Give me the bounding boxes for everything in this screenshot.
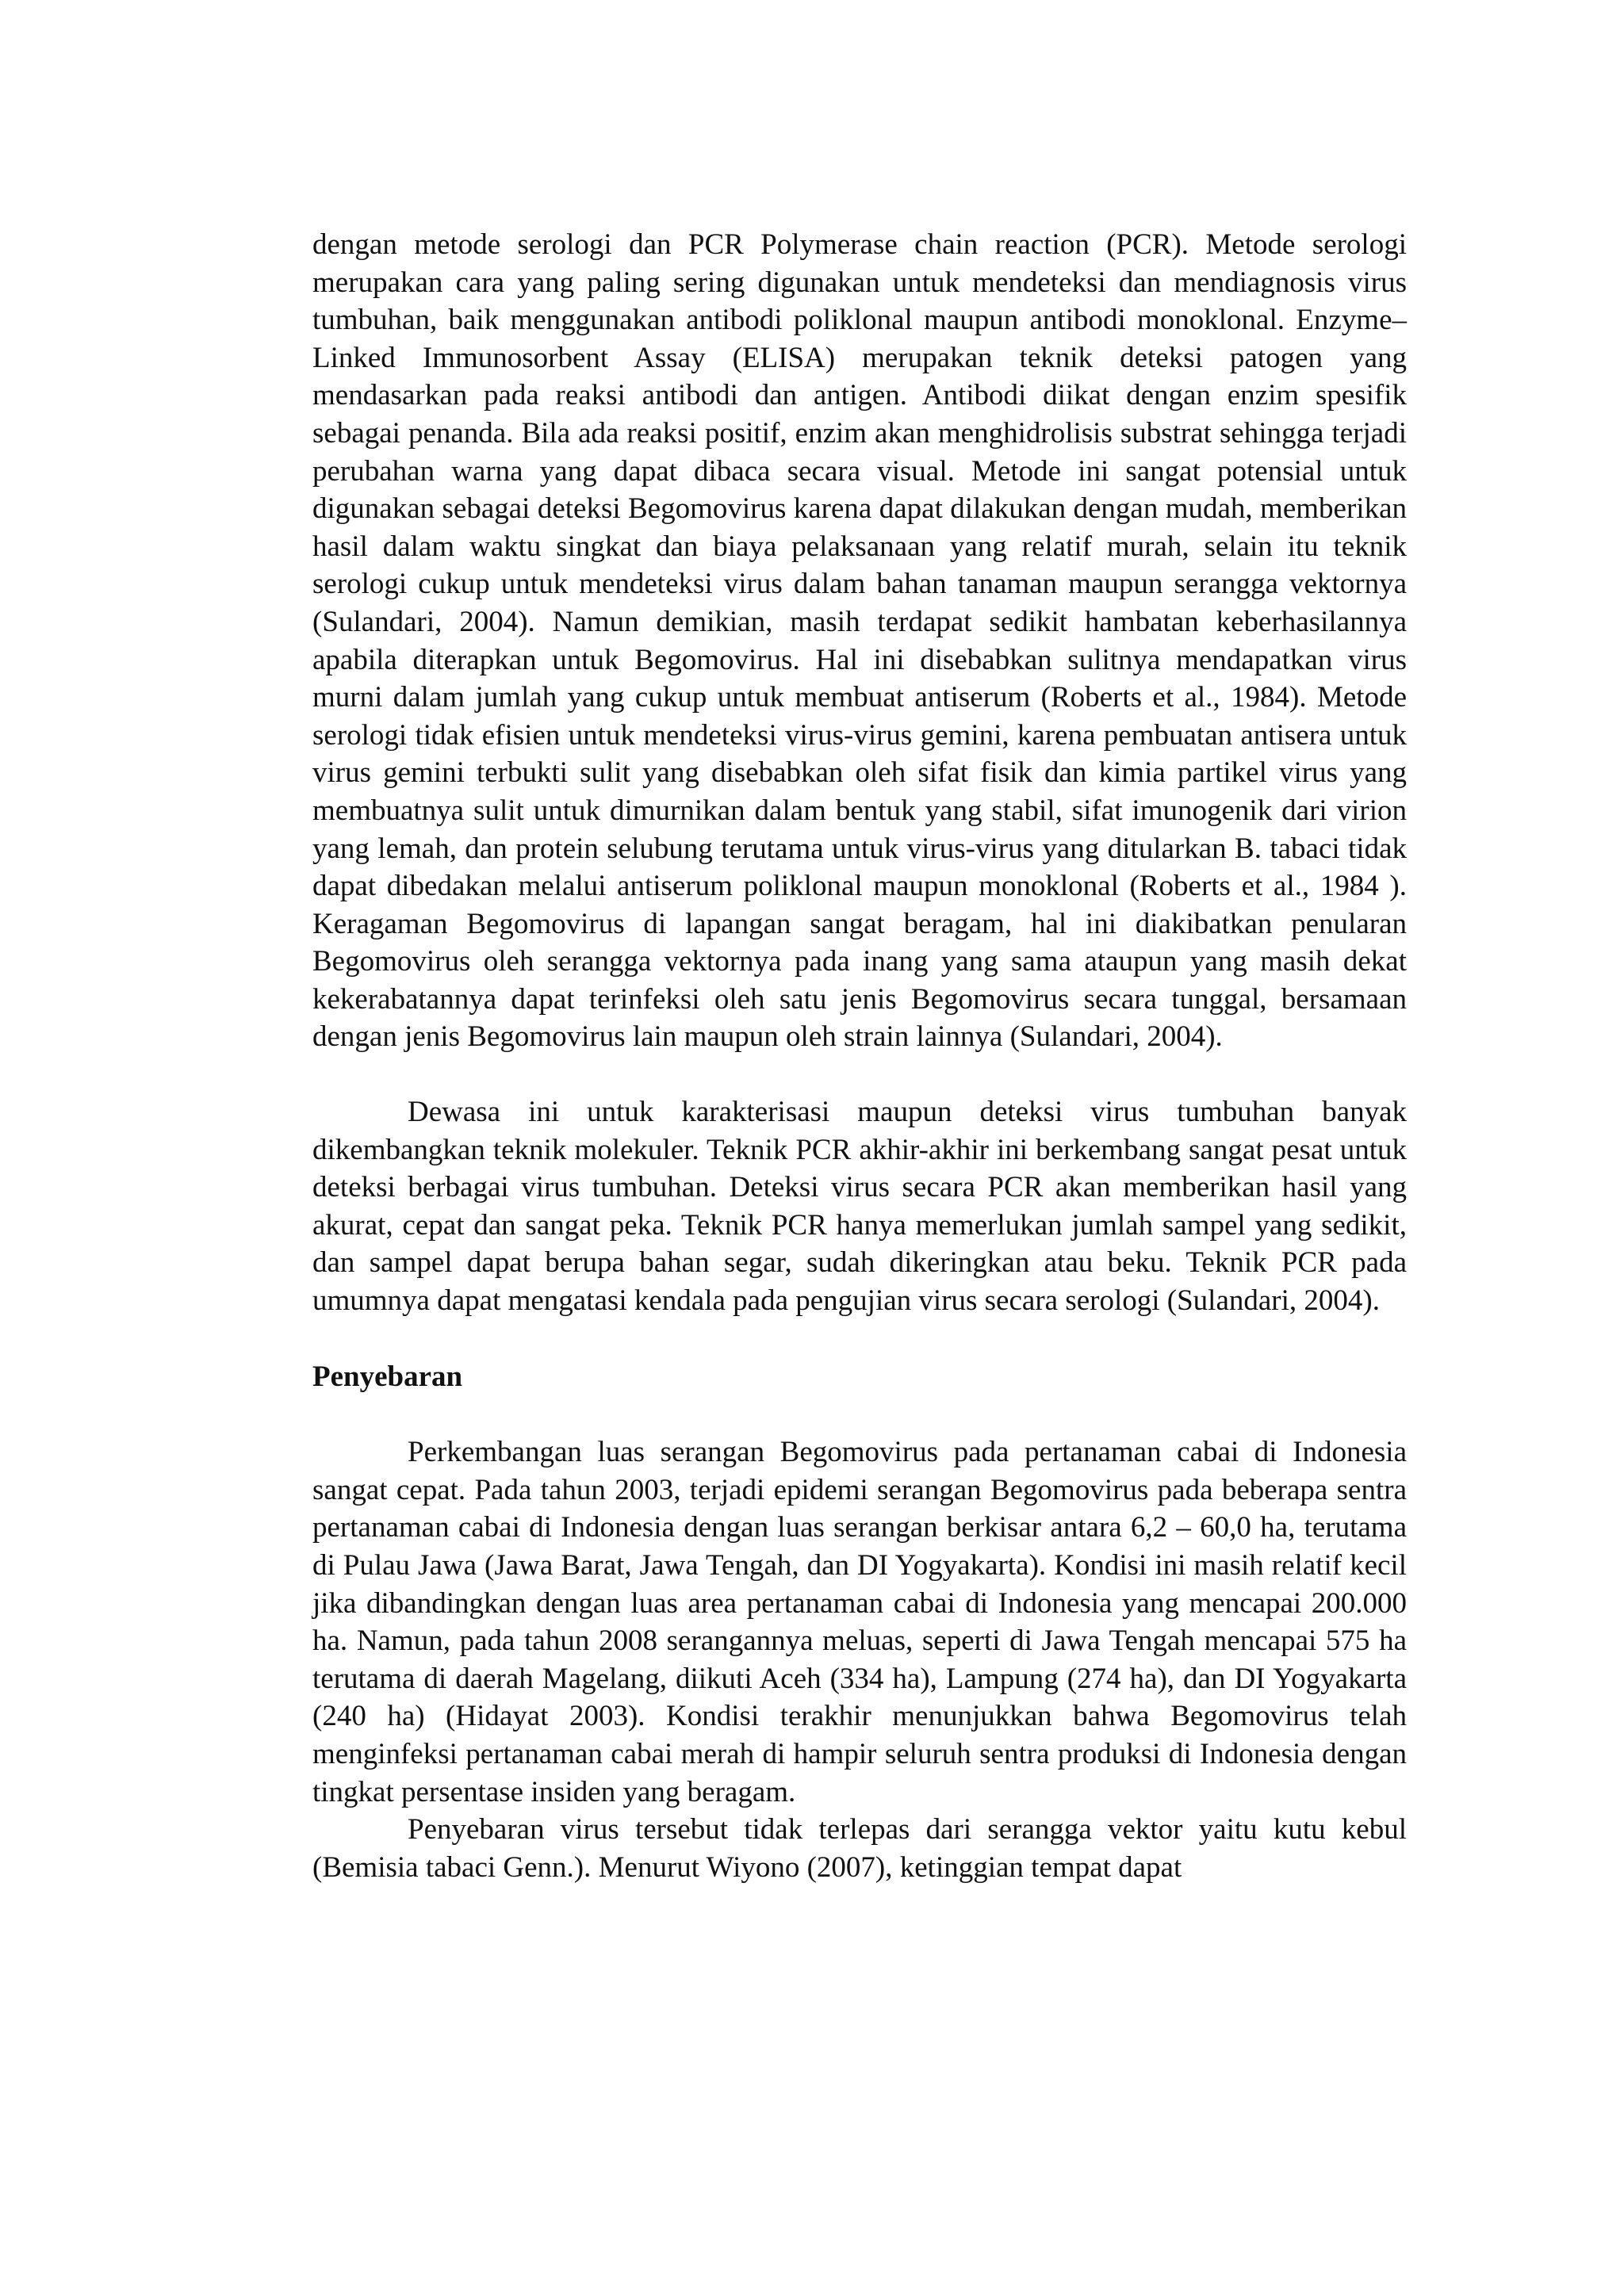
paragraph-serologi-pcr: dengan metode serologi dan PCR Polymerase chain reaction (PCR). Metode serologi merupakan cara yang paling sering digunakan untuk mendeteksi dan mendiagnosis virus tumbuhan, baik menggunakan antibodi poliklonal maupun antibodi monoklonal. Enzyme–Linked Immunosorbent Assay (ELISA) merupakan teknik deteksi patogen yang mendasarkan pada reaksi antibodi dan antigen. Antibodi diikat dengan enzim spesifik sebagai penanda. Bila ada reaksi positif, enzim akan menghidrolisis substrat sehingga terjadi perubahan warna yang dapat dibaca secara visual. Metode ini sangat potensial untuk digunakan sebagai deteksi Begomovirus karena dapat dilakukan dengan mudah, memberikan hasil dalam waktu singkat dan biaya pelaksanaan yang relatif murah, selain itu teknik serologi cukup untuk mendeteksi virus dalam bahan tanaman maupun serangga vektornya (Sulandari, 2004). Namun demikian, masih terdapat sedikit hambatan keberhasilannya apabila diterapkan untuk Begomovirus. Hal ini disebabkan sulitnya mendapatkan virus murni dalam jumlah yang cukup untuk membuat antiserum (Roberts et al., 1984). Metode serologi tidak efisien untuk mendeteksi virus-virus gemini, karena pembuatan antisera untuk virus gemini terbukti sulit yang disebabkan oleh sifat fisik dan kimia partikel virus yang membuatnya sulit untuk dimurnikan dalam bentuk yang stabil, sifat imunogenik dari virion yang lemah, dan protein selubung terutama untuk virus-virus yang ditularkan B. tabaci tidak dapat dibedakan melalui antiserum poliklonal maupun monoklonal (Roberts et al., 1984 ). Keragaman Begomovirus di lapangan sangat beragam, hal ini diakibatkan penularan Begomovirus oleh serangga vektornya pada inang yang sama ataupun yang masih dekat kekerabatannya dapat terinfeksi oleh satu jenis Begomovirus secara tunggal, bersamaan dengan jenis Begomovirus lain maupun oleh strain lainnya (Sulandari, 2004). [312,228,1407,1054]
section-heading-penyebaran: Penyebaran [312,1360,463,1393]
document-body [312,226,1407,1886]
paragraph-teknik-molekuler: Dewasa ini untuk karakterisasi maupun deteksi virus tumbuhan banyak dikembangkan teknik molekuler. Teknik PCR akhir-akhir ini berkembang sangat pesat untuk deteksi berbagai virus tumbuhan. Deteksi virus secara PCR akan memberikan hasil yang akurat, cepat dan sangat peka. Teknik PCR hanya memerlukan jumlah sampel yang sedikit, dan sampel dapat berupa bahan segar, sudah dikeringkan atau beku. Teknik PCR pada umumnya dapat mengatasi kendala pada pengujian virus secara serologi (Sulandari, 2004). [312,1096,1407,1318]
paragraph-perkembangan-serangan: Perkembangan luas serangan Begomovirus pada pertanaman cabai di Indonesia sangat cepat. Pada tahun 2003, terjadi epidemi serangan Begomovirus pada beberapa sentra pertanaman cabai di Indonesia dengan luas serangan berkisar antara 6,2 – 60,0 ha, terutama di Pulau Jawa (Jawa Barat, Jawa Tengah, dan DI Yogyakarta). Kondisi ini masih relatif kecil jika dibandingkan dengan luas area pertanaman cabai di Indonesia yang mencapai 200.000 ha. Namun, pada tahun 2008 serangannya meluas, seperti di Jawa Tengah mencapai 575 ha terutama di daerah Magelang, diikuti Aceh (334 ha), Lampung (274 ha), dan DI Yogyakarta (240 ha) (Hidayat 2003). Kondisi terakhir menunjukkan bahwa Begomovirus telah menginfeksi pertanaman cabai merah di hampir seluruh sentra produksi di Indonesia dengan tingkat persentase insiden yang beragam. [312,1436,1407,1808]
paragraph-penyebaran-virus: Penyebaran virus tersebut tidak terlepas dari serangga vektor yaitu kutu kebul (Bemisia tabaci Genn.). Menurut Wiyono (2007), ketinggian tempat dapat [312,1813,1407,1884]
